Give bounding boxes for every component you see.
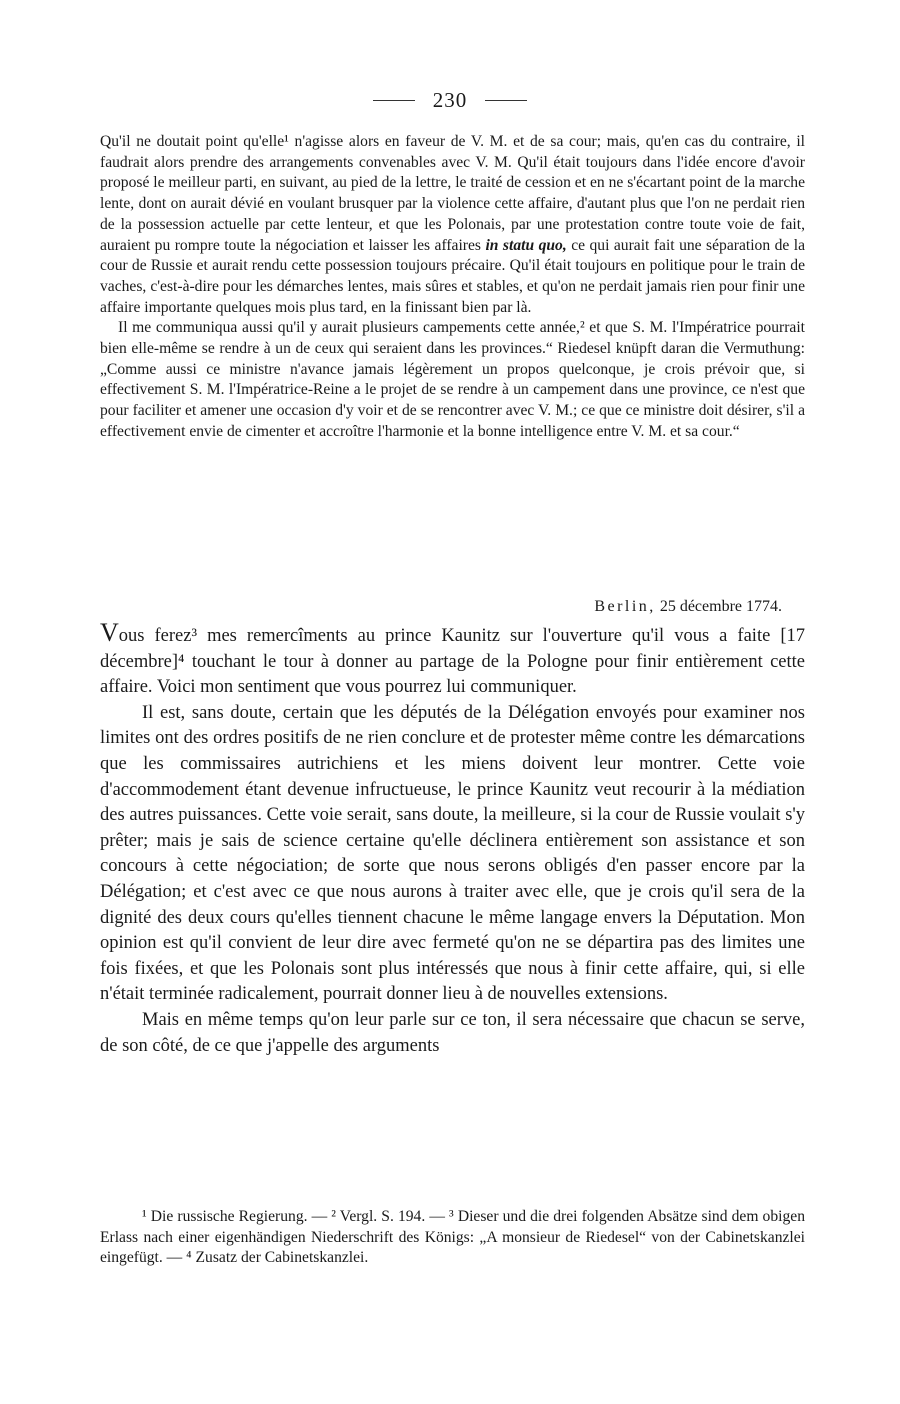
footnote-text: ¹ Die russische Regierung. — ² Vergl. S. 194. — ³ Dieser und die drei folgenden Absätze sind dem obigen Erlass nach einer eigenhändigen Niederschrift des Königs: „A monsieur de Riedesel“ von der Cabinetskanzlei eingefügt. — ⁴ Zusatz der Cabinetskanzlei.	[100, 1208, 805, 1267]
header-rule-right	[485, 100, 527, 101]
body-paragraph-1-text: ous ferez³ mes remercîments au prince Kaunitz sur l'ouverture qu'il vous a faite [17 décembre]⁴ touchant le tour à donner au partage de la Pologne pour finir entièrement cette affaire. Voici mon sentiment que vous pourrez lui communiquer.	[100, 626, 805, 698]
quote-paragraph-1-text-after: ce qui aurait fait une séparation de la cour de Russie et aurait rendu cette possession toujours précaire. Qu'il était toujours en politique pour le train de vaches, c'est-à-dire pour les démarches lentes, mais sûres et stables, et qu'on ne perdait jamais rien pour finir une affaire importante quelques mois plus tard, en la finissant bien par là.	[100, 236, 805, 316]
body-paragraph-1	[100, 620, 805, 701]
footnotes	[100, 1207, 805, 1269]
quote-paragraph-2: Il me communiqua aussi qu'il y aurait plusieurs campements cette année,² et que S. M. l'Impératrice pourrait bien elle-même se rendre à un de ceux qui seraient dans les provinces.“ Riedesel knüpft daran die Vermuthung: „Comme aussi ce ministre n'avance jamais légèrement un propos quelconque, je crois prévoir que, si effectivement S. M. l'Impératrice-Reine a le projet de se rendre à un campement dans une province, ce n'est que pour faciliter et amener une occasion d'y voir et de se rencontrer avec V. M.; ce que ce ministre doit désirer, s'il a effectivement envie de cimenter et accroître l'harmonie et la bonne intelligence entre V. M. et sa cour.“	[100, 319, 805, 440]
letter-body	[100, 620, 805, 1059]
quote-italic-phrase: in statu quo,	[485, 236, 567, 254]
dateline-place: Berlin,	[594, 598, 656, 615]
body-paragraph-3: Mais en même temps qu'on leur parle sur ce ton, il sera nécessaire que chacun se serve, de son côté, de ce que j'appelle des arguments	[100, 1009, 805, 1056]
drop-initial: V	[100, 618, 119, 647]
header-rule-left	[373, 100, 415, 101]
body-paragraph-2: Il est, sans doute, certain que les députés de la Délégation envoyés pour examiner nos limites ont des ordres positifs de ne rien conclure et de protester même contre les démarcations que les commissaires autrichiens et les miens doivent leur montrer. Cette voie d'accommodement étant devenue infructueuse, le prince Kaunitz veut recourir à la médiation des autres puissances. Cette voie serait, sans doute, la meilleure, si la cour de Russie voulait s'y prêter; mais je sais de science certaine qu'elle déclinera entièrement son assistance et son concours à cette négociation; de sorte que nous serons obligés d'en passer encore par la Délégation; et c'est avec ce que nous aurons à traiter avec elle, que je crois qu'il sera de la dignité des deux cours qu'elles tiennent chacune le même langage envers la Députation. Mon opinion est qu'il convient de leur dire avec fermeté qu'on ne se départira pas des limites une fois fixées, et que les Polonais sont plus intéressés que nous à finir cette affaire, qui, si elle n'était terminée radicalement, pourrait donner lieu à de nouvelles extensions.	[100, 702, 805, 1005]
dateline	[594, 598, 782, 616]
page-header	[0, 88, 900, 113]
quoted-report	[100, 132, 805, 443]
quote-paragraph-1	[100, 132, 805, 318]
dateline-date: 25 décembre 1774.	[659, 598, 782, 615]
quote-paragraph-1-text: Qu'il ne doutait point qu'elle¹ n'agisse alors en faveur de V. M. et de sa cour; mais, qu'en cas du contraire, il faudrait alors prendre des arrangements convenables avec V. M. Qu'il était toujours dans l'idée encore d'avoir proposé le meilleur parti, en suivant, au pied de la lettre, le traité de cession et en ne s'écartant point de la marche lente, dont on aurait dévié en voulant brusquer par la violence cette affaire, d'autant plus que l'on ne perdait rien de la possession actuelle par cette lenteur, et que les Polonais, par une protestation contre toute voie de fait, auraient pu rompre toute la négociation et laisser les affaires	[100, 133, 805, 254]
page-number: 230	[432, 88, 468, 112]
